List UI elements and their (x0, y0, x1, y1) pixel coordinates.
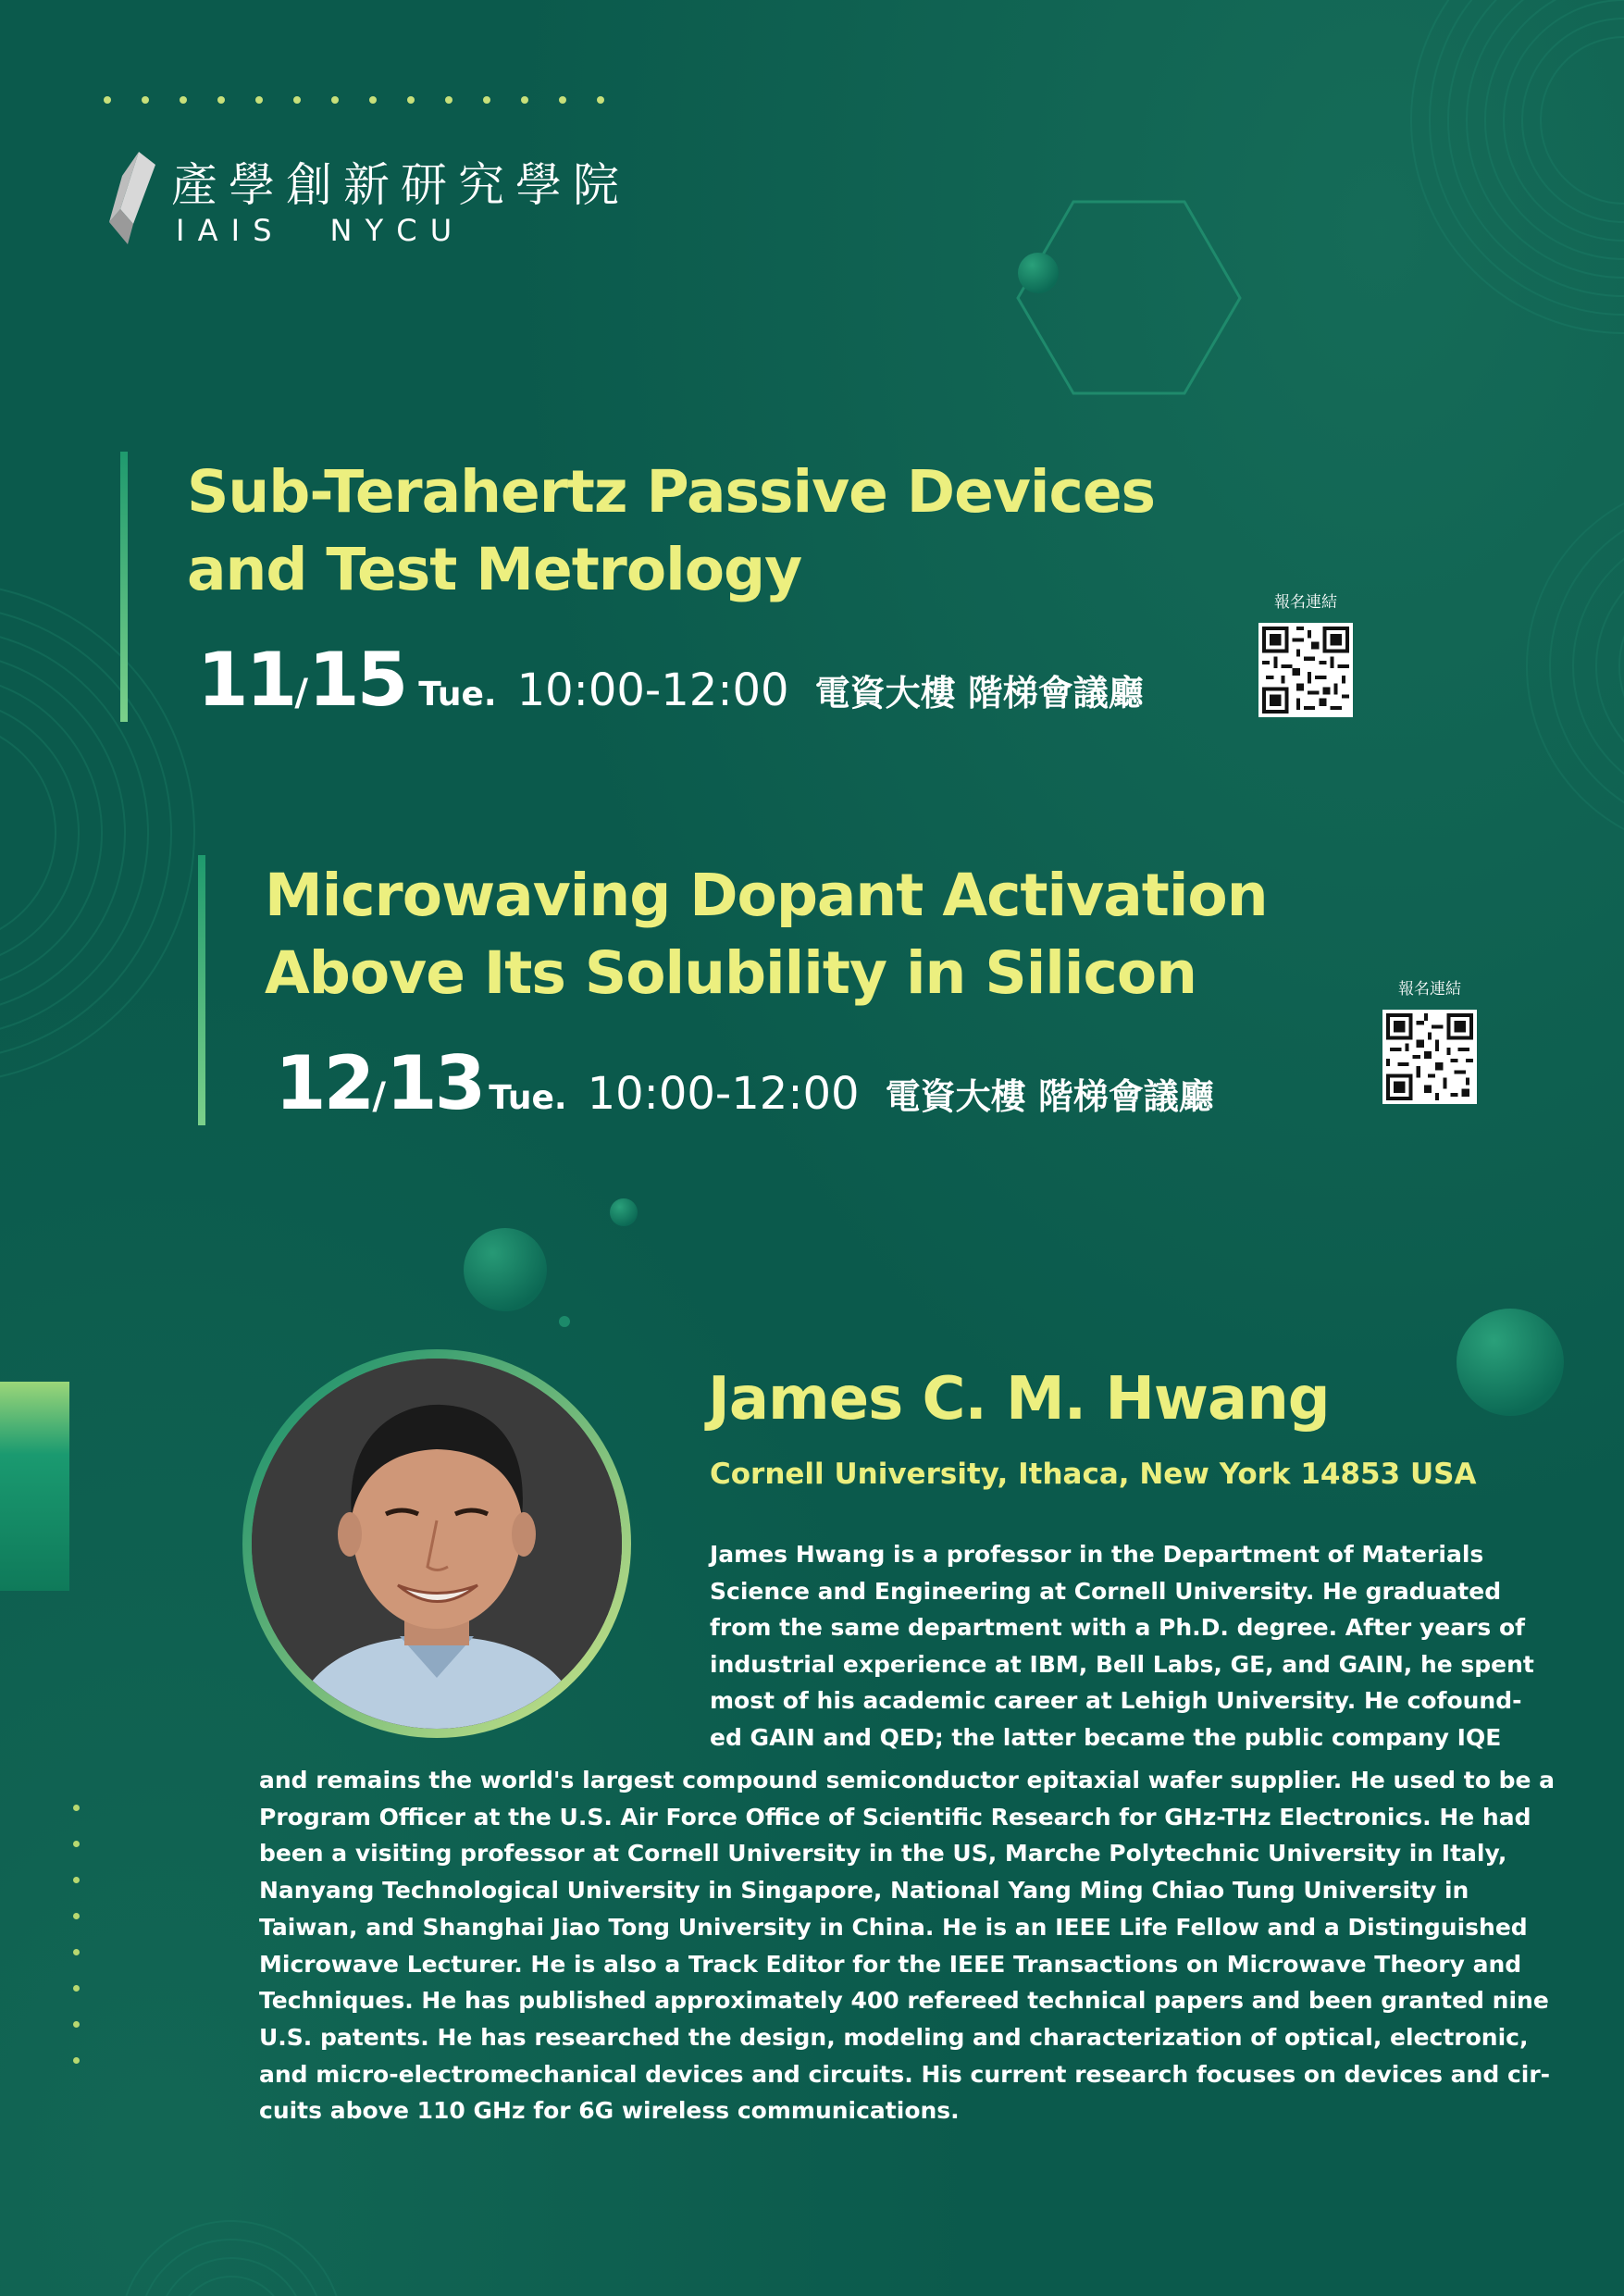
bio-line: Science and Engineering at Cornell University. He graduated (710, 1577, 1502, 1605)
bio-line: ed GAIN and QED; the latter became the public company IQE (710, 1723, 1502, 1751)
event-1-title-line-2: and Test Metrology (187, 536, 802, 603)
event-1 (120, 452, 1370, 729)
ball-middle (464, 1228, 547, 1311)
speaker-bio-top (710, 1536, 1534, 1756)
bio-line: James Hwang is a professor in the Department of Materials (710, 1541, 1484, 1568)
bio-line: Nanyang Technological University in Singapore, National Yang Ming Chiao Tung University in (259, 1877, 1469, 1905)
event-1-day: 15 (307, 637, 406, 723)
ball-small (610, 1198, 638, 1226)
left-accent-block (0, 1382, 69, 1591)
event-1-date-separator: / (294, 672, 308, 714)
event-1-title-line-1: Sub-Terahertz Passive Devices (187, 458, 1156, 526)
event-2-title-line-2: Above Its Solubility in Silicon (265, 939, 1196, 1007)
speaker-name: James C. M. Hwang (708, 1365, 1330, 1433)
event-2 (198, 855, 1447, 1133)
event-2-venue: 電資大樓 階梯會議廳 (885, 1076, 1214, 1117)
bio-line: most of his academic career at Lehigh University. He cofound- (710, 1687, 1522, 1714)
event-2-weekday: Tue. (489, 1079, 567, 1117)
event-1-venue: 電資大樓 階梯會議廳 (814, 673, 1144, 714)
event-2-accent-bar (198, 855, 205, 1125)
bio-line: and remains the world's largest compound semiconductor epitaxial wafer supplier. He used to be a (259, 1767, 1556, 1793)
qr-code-icon[interactable] (1258, 623, 1353, 717)
event-1-register[interactable] (1258, 589, 1353, 717)
event-2-date-separator: / (372, 1075, 386, 1118)
arc-lines-right (1527, 481, 1624, 851)
bio-line: from the same department with a Ph.D. degree. After years of (710, 1614, 1526, 1641)
event-2-day: 13 (385, 1040, 484, 1126)
event-1-weekday: Tue. (418, 676, 497, 714)
event-1-time: 10:00-12:00 (516, 664, 789, 716)
event-1-accent-bar (120, 452, 128, 722)
bio-line: cuits above 110 GHz for 6G wireless communications. (259, 2097, 960, 2125)
event-2-register[interactable] (1382, 975, 1477, 1104)
dots-column-decoration (73, 1805, 80, 2064)
event-2-date (275, 1040, 1214, 1126)
qr-code-icon[interactable] (1382, 1010, 1477, 1104)
hexagon-outline (1018, 202, 1240, 393)
event-2-month: 12 (275, 1040, 373, 1126)
speaker-bio-bottom (259, 1762, 1556, 2129)
logo (102, 148, 657, 250)
bio-line: been a visiting professor at Cornell University in the US, Marche Polytechnic University in Italy, (259, 1840, 1507, 1868)
arc-lines-bottom-left (120, 2221, 342, 2296)
ball-tiny (559, 1316, 570, 1327)
bio-line: Taiwan, and Shanghai Jiao Tong University in China. He is an IEEE Life Fellow and a Distinguished (259, 1913, 1528, 1941)
logo-mark-icon (102, 148, 157, 250)
speaker-affiliation: Cornell University, Ithaca, New York 14853 USA (710, 1458, 1477, 1491)
bio-line: U.S. patents. He has researched the design, modeling and characterization of optical, electronic, (259, 2023, 1529, 2051)
event-1-date (197, 637, 1144, 723)
speaker-photo-frame (242, 1349, 631, 1738)
arc-lines-top-right (1411, 0, 1624, 333)
bio-line: Techniques. He has published approximately 400 refereed technical papers and been granted nine (259, 1987, 1549, 2015)
small-ball-hexagon (1018, 253, 1059, 293)
dots-row-decoration (104, 96, 604, 104)
ball-right (1457, 1309, 1564, 1416)
bio-line: Microwave Lecturer. He is also a Track Editor for the IEEE Transactions on Microwave Theory and (259, 1950, 1522, 1978)
event-2-time: 10:00-12:00 (587, 1068, 860, 1120)
event-2-title-line-1: Microwaving Dopant Activation (265, 862, 1268, 929)
event-2-title (265, 857, 1268, 1012)
event-2-register-label: 報名連結 (1398, 980, 1461, 999)
bio-line: Program Officer at the U.S. Air Force Office of Scientific Research for GHz-THz Electronics. He had (259, 1803, 1531, 1831)
speaker-photo (252, 1359, 622, 1729)
logo-english-name: I A I S N Y C U (176, 213, 454, 248)
bio-line: industrial experience at IBM, Bell Labs, GE, and GAIN, he spent (710, 1650, 1534, 1678)
logo-chinese-name: 產學創新研究學院 (171, 158, 630, 212)
event-1-register-label: 報名連結 (1274, 593, 1337, 612)
bio-line: and micro-electromechanical devices and circuits. His current research focuses on devices and cir- (259, 2060, 1551, 2088)
event-1-month: 11 (197, 637, 295, 723)
event-1-title (187, 453, 1155, 609)
